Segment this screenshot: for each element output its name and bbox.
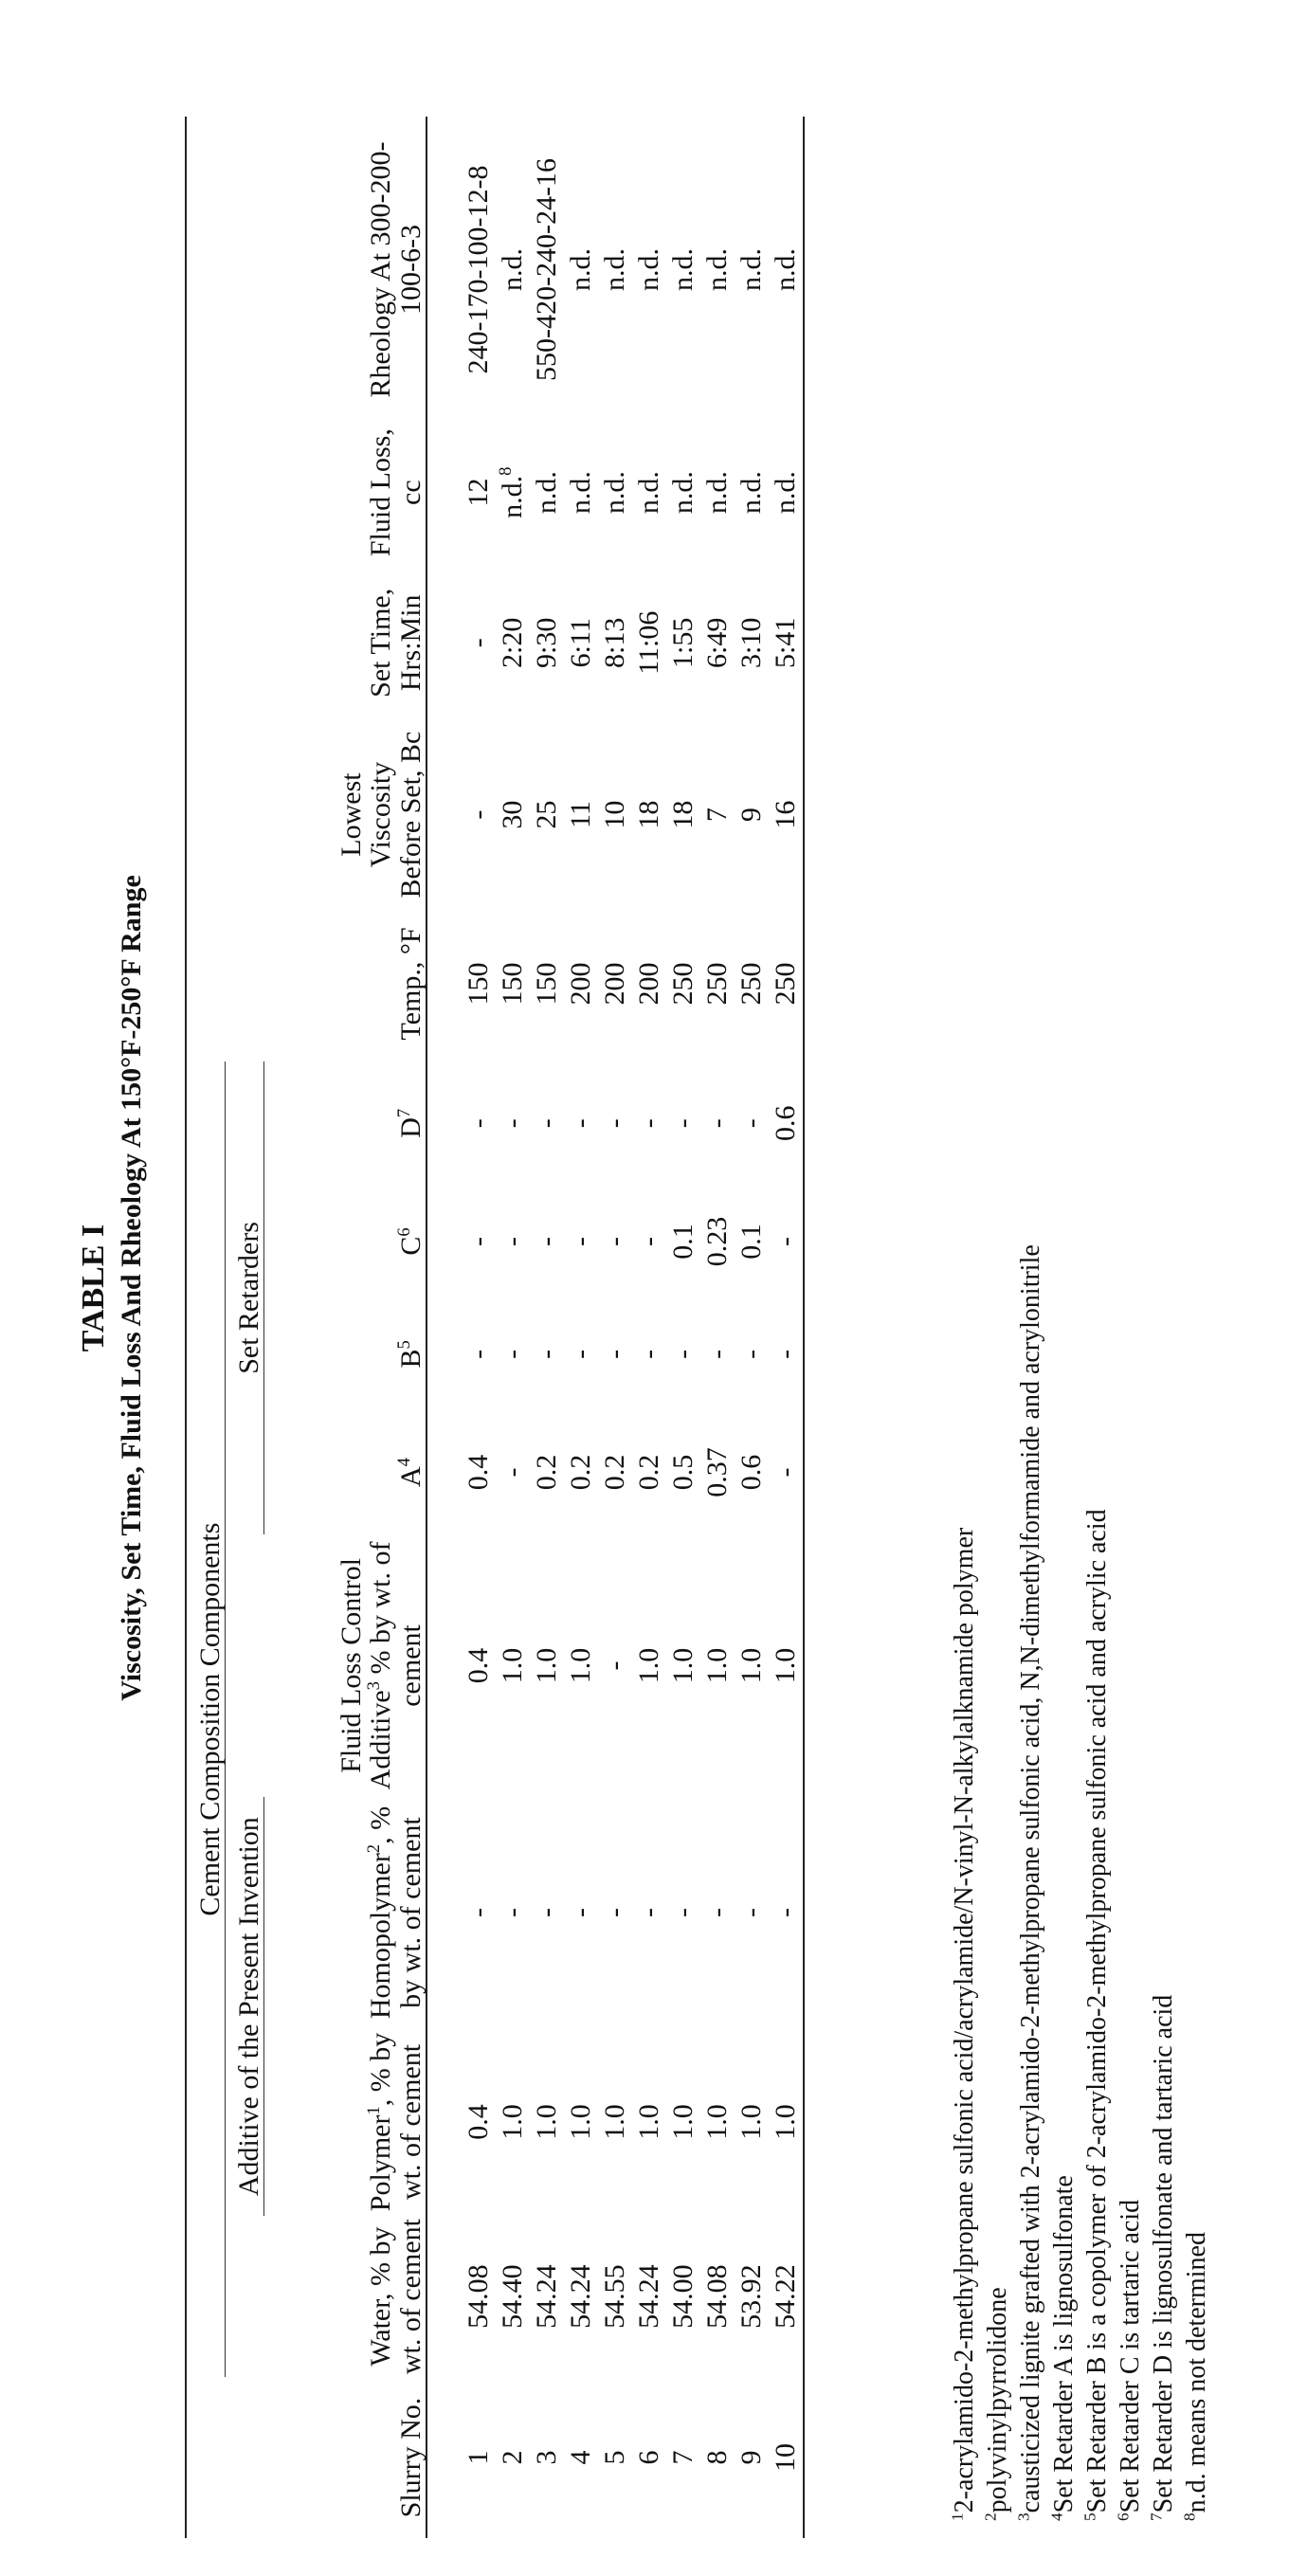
cell-a: 0.37 [701, 1447, 733, 1497]
cell-fluid-loss: n.d. [633, 471, 664, 515]
cell-fluid-loss: n.d. [701, 471, 733, 515]
cell-fla: 1.0 [565, 1647, 596, 1684]
cell-slurry: 4 [565, 2450, 596, 2465]
cell-visc: 9 [735, 807, 767, 823]
cell-set-time: - [463, 638, 494, 648]
col-polymer: Polymer$^1$, % by wt. of cement [264, 2028, 427, 2216]
header-row-columns [264, 117, 427, 2538]
cell-visc: 25 [531, 800, 562, 829]
cell-fluid-loss: n.d. [531, 471, 562, 515]
cell-set-time: 11:06 [633, 610, 664, 675]
cell-fla: 0.4 [463, 1647, 494, 1684]
set-retarders-header: Set Retarders [226, 1061, 264, 1534]
cell-water: 53.92 [735, 2264, 767, 2329]
cell-slurry: 7 [667, 2450, 699, 2465]
cell-homopolymer: - [497, 1908, 528, 1918]
cell-slurry: 1 [463, 2450, 494, 2465]
cell-d: - [599, 1118, 630, 1129]
cell-temp: 200 [599, 962, 630, 1006]
cell-fla: 1.0 [633, 1647, 664, 1684]
cell-rheology: n.d. [565, 248, 596, 292]
cell-polymer: 1.0 [497, 2104, 528, 2140]
additive-group-header: Additive of the Present Invention [226, 1797, 264, 2216]
cell-water: 54.08 [701, 2264, 733, 2329]
cell-visc: 16 [769, 723, 804, 906]
cell-d: - [633, 1118, 664, 1129]
cell-d: 0.6 [769, 1061, 804, 1185]
cell-c: - [531, 1236, 562, 1246]
col-set-time: Set Time, Hrs:Min [264, 562, 427, 723]
cell-rheology: n.d. [667, 248, 699, 292]
cell-a: 0.5 [667, 1454, 699, 1491]
cell-slurry: 9 [735, 2450, 767, 2465]
footnote-item: $^6$Set Retarder C is tartaric acid [1114, 2199, 1145, 2521]
cell-b: - [497, 1349, 528, 1359]
cell-homopolymer: - [633, 1908, 664, 1918]
cell-water: 54.22 [769, 2216, 804, 2377]
cell-rheology: 240-170-100-12-8 [463, 165, 494, 374]
cell-polymer: 0.4 [463, 2104, 494, 2140]
data-table [185, 117, 805, 2538]
cell-polymer: 1.0 [701, 2104, 733, 2140]
cell-rheology: n.d. [633, 248, 664, 292]
cell-homopolymer: - [769, 1797, 804, 2028]
col-retarder-d: $D^7$ [264, 1061, 427, 1185]
cell-set-time: 2:20 [497, 617, 528, 668]
cell-fla: 1.0 [735, 1647, 767, 1684]
cell-c: 0.1 [735, 1224, 767, 1260]
cell-a: 0.2 [531, 1454, 562, 1491]
cell-visc: 18 [633, 800, 664, 829]
cell-temp: 150 [463, 962, 494, 1006]
cell-set-time: 1:55 [667, 617, 699, 668]
cell-b: - [769, 1297, 804, 1410]
cell-d: - [463, 1118, 494, 1129]
cell-polymer: 1.0 [565, 2104, 596, 2140]
footnote-item: $^4$Set Retarder A is lignosulfonate [1047, 2175, 1079, 2521]
cell-b: - [531, 1349, 562, 1359]
footnote-item: $^2$polyvinylpyrrolidone [981, 2287, 1012, 2521]
cell-d: - [735, 1118, 767, 1129]
cell-fluid-loss: n.d. [667, 471, 699, 515]
cell-a: 0.2 [633, 1454, 664, 1491]
table-row [632, 117, 666, 2538]
cell-visc: - [463, 809, 494, 820]
col-homopolymer: Homopolymer$^2$, % by wt. of cement [264, 1797, 427, 2028]
cell-fla: - [599, 1660, 630, 1671]
cell-visc: 11 [565, 801, 596, 828]
cell-slurry: 3 [531, 2450, 562, 2465]
cell-b: - [463, 1349, 494, 1359]
cement-group-header: Cement Composition Components [186, 1061, 226, 2377]
cell-temp: 200 [633, 962, 664, 1006]
cell-homopolymer: - [463, 1908, 494, 1918]
cell-set-time: 6:11 [565, 618, 596, 668]
col-retarder-a: $A^4$ [264, 1410, 427, 1533]
cell-slurry: 2 [497, 2450, 528, 2465]
footnotes [948, 1244, 1213, 2521]
col-lowest-viscosity: Lowest Viscosity Before Set, Bc [264, 723, 427, 906]
cell-homopolymer: - [735, 1908, 767, 1918]
cell-b: - [599, 1349, 630, 1359]
table-row [530, 117, 564, 2538]
table-title: TABLE I [76, 1224, 111, 1352]
col-fluid-loss-additive: Fluid Loss Control Additive$^3$ % by wt. of cement [264, 1534, 427, 1798]
table-row [496, 117, 530, 2538]
table-row [564, 117, 598, 2538]
cell-set-time: 8:13 [599, 617, 630, 668]
cell-b: - [667, 1349, 699, 1359]
cell-fluid-loss: n.d. [735, 471, 767, 515]
cell-homopolymer: - [565, 1908, 596, 1918]
cell-water: 54.24 [565, 2264, 596, 2329]
cell-fluid-loss: n.d. [565, 471, 596, 515]
cell-d: - [667, 1118, 699, 1129]
table-row [462, 117, 496, 2538]
cell-visc: 7 [701, 807, 733, 823]
cell-a: 0.6 [735, 1454, 767, 1491]
cell-c: - [633, 1236, 664, 1246]
cell-c: - [769, 1185, 804, 1297]
cell-rheology: n.d. [701, 248, 733, 292]
cell-b: - [565, 1349, 596, 1359]
cell-set-time: 9:30 [531, 617, 562, 668]
cell-fla: 1.0 [667, 1647, 699, 1684]
cell-fluid-loss: 12 [463, 478, 494, 507]
cell-b: - [735, 1349, 767, 1359]
cell-visc: 18 [667, 800, 699, 829]
table-row [769, 117, 804, 2538]
cell-d: - [565, 1118, 596, 1129]
cell-fla: 1.0 [769, 1534, 804, 1798]
cell-water: 54.24 [633, 2264, 664, 2329]
cell-polymer: 1.0 [769, 2028, 804, 2216]
cell-fla: 1.0 [701, 1647, 733, 1684]
col-fluid-loss: Fluid Loss, cc [264, 423, 427, 562]
cell-visc: 10 [599, 800, 630, 829]
cell-c: 0.1 [667, 1224, 699, 1260]
cell-homopolymer: - [701, 1908, 733, 1918]
cell-temp: 200 [565, 962, 596, 1006]
col-temp: Temp., °F [264, 906, 427, 1061]
cell-c: - [565, 1236, 596, 1246]
cell-b: - [701, 1349, 733, 1359]
cell-a: - [769, 1410, 804, 1533]
cell-polymer: 1.0 [599, 2104, 630, 2140]
cell-water: 54.24 [531, 2264, 562, 2329]
footnote-item: $^7$Set Retarder D is lignosulfonate and tartaric acid [1147, 1994, 1178, 2521]
cell-a: - [497, 1467, 528, 1478]
cell-fla: 1.0 [531, 1647, 562, 1684]
cell-a: 0.4 [463, 1454, 494, 1491]
footnote-item: $^8$n.d. means not determined [1180, 2232, 1211, 2521]
cell-d: - [701, 1118, 733, 1129]
cell-homopolymer: - [531, 1908, 562, 1918]
cell-d: - [497, 1118, 528, 1129]
cell-rheology: n.d. [497, 248, 528, 292]
col-slurry: Slurry No. [264, 2377, 427, 2538]
cell-temp: 250 [735, 962, 767, 1006]
cell-temp: 150 [531, 962, 562, 1006]
cell-a: 0.2 [565, 1454, 596, 1491]
col-retarder-b: $B^5$ [264, 1297, 427, 1410]
header-row-subgroups [226, 117, 264, 2538]
cell-water: 54.40 [497, 2264, 528, 2329]
header-row-groups [186, 117, 226, 2538]
cell-slurry: 5 [599, 2450, 630, 2465]
cell-set-time: 3:10 [735, 617, 767, 668]
footnote-item: $^1$2-acrylamido-2-methylpropane sulfonic acid/acrylamide/N-vinyl-N-alkylalknamide polymer [948, 1527, 979, 2521]
table-subtitle: Viscosity, Set Time, Fluid Loss And Rheology At 150°F-250°F Range [116, 875, 147, 1701]
cell-d: - [531, 1118, 562, 1129]
cell-slurry: 8 [701, 2450, 733, 2465]
table-row [735, 117, 769, 2538]
cell-homopolymer: - [667, 1908, 699, 1918]
cell-water: 54.55 [599, 2264, 630, 2329]
cell-polymer: 1.0 [531, 2104, 562, 2140]
cell-set-time: 5:41 [769, 562, 804, 723]
cell-c: - [599, 1236, 630, 1246]
cell-c: 0.23 [701, 1216, 733, 1267]
footnote-item: $^5$Set Retarder B is a copolymer of 2-acrylamido-2-methylpropane sulfonic acid and acrylic acid [1080, 1509, 1112, 2521]
table-row [700, 117, 735, 2538]
cell-rheology: n.d. [599, 248, 630, 292]
cell-polymer: 1.0 [667, 2104, 699, 2140]
cell-polymer: 1.0 [633, 2104, 664, 2140]
cell-c: - [463, 1236, 494, 1246]
cell-temp: 250 [769, 906, 804, 1061]
cell-visc: 30 [497, 800, 528, 829]
cell-rheology: n.d. [735, 248, 767, 292]
cell-water: 54.08 [463, 2264, 494, 2329]
cell-fla: 1.0 [497, 1647, 528, 1684]
cell-b: - [633, 1349, 664, 1359]
cell-slurry: 10 [769, 2377, 804, 2538]
table-row [666, 117, 700, 2538]
col-water: Water, % by wt. of cement [264, 2216, 427, 2377]
cell-fluid-loss: n.d. [769, 423, 804, 562]
cell-fluid-loss: n.d. [599, 471, 630, 515]
cell-temp: 150 [497, 962, 528, 1006]
cell-water: 54.00 [667, 2264, 699, 2329]
cell-a: 0.2 [599, 1454, 630, 1491]
col-rheology: Rheology At 300-200-100-6-3 [264, 117, 427, 423]
cell-temp: 250 [701, 962, 733, 1006]
cell-slurry: 6 [633, 2450, 664, 2465]
cell-fluid-loss: n.d.$^8$ [495, 466, 528, 518]
col-retarder-c: $C^6$ [264, 1185, 427, 1297]
cell-set-time: 6:49 [701, 617, 733, 668]
cell-rheology: n.d. [769, 117, 804, 423]
cell-rheology: 550-420-240-24-16 [531, 158, 562, 381]
cell-temp: 250 [667, 962, 699, 1006]
cell-homopolymer: - [599, 1908, 630, 1918]
footnote-item: $^3$causticized lignite grafted with 2-acrylamido-2-methylpropane sulfonic acid, N,N-dimethylformamide and acrylonitrile [1014, 1244, 1045, 2521]
cell-polymer: 1.0 [735, 2104, 767, 2140]
cell-c: - [497, 1236, 528, 1246]
table-row [598, 117, 632, 2538]
table-body [427, 117, 804, 2538]
